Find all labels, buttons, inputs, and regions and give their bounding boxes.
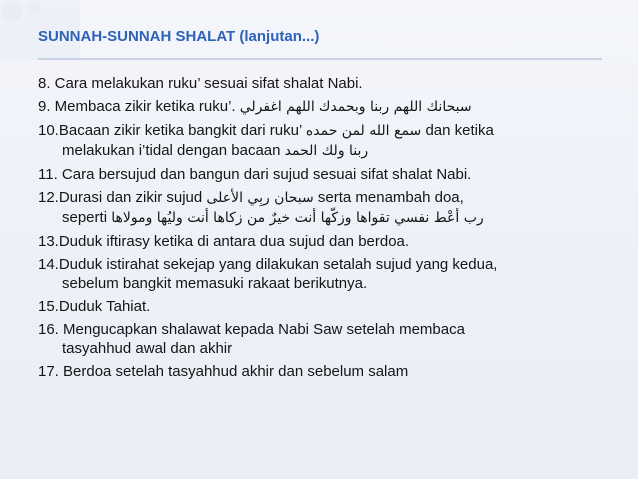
- content-list: [38, 72, 613, 432]
- item-12-line-2: [38, 208, 613, 228]
- item-12-line-1: [38, 188, 613, 208]
- item-15-text: 15.Duduk Tahiat.: [38, 298, 151, 315]
- item-16-line-1: 16. Mengucapkan shalawat kepada Nabi Saw setelah membaca: [38, 321, 465, 338]
- item-10-suffix: dan ketika: [425, 122, 494, 139]
- item-10-arabic-2: ربنا ولك الحمد: [284, 143, 369, 159]
- list-item-8: [38, 72, 613, 95]
- item-16-line-2: tasyahhud awal dan akhir: [62, 340, 233, 357]
- item-12-arabic-2: رب أعْط نفسي تقواها وزكّها أنت خيرٌ من زكاها أنت وليُها ومولاها: [111, 210, 484, 226]
- item-9-text: 9. Membaca zikir ketika ruku’.: [38, 98, 236, 115]
- list-item-16: [38, 318, 613, 360]
- list-item-12: [38, 186, 613, 230]
- item-9-arabic-1: اللهم اغفرلي: [239, 99, 315, 115]
- item-10-line-2: [38, 141, 613, 161]
- item-14-line-1: 14.Duduk istirahat sekejap yang dilakukan setalah sujud yang kedua,: [38, 256, 498, 273]
- list-item-15: [38, 295, 613, 318]
- item-11-text: 11. Cara bersujud dan bangun dari sujud sesuai sifat shalat Nabi.: [38, 166, 472, 183]
- list-item-17: [38, 360, 613, 383]
- item-9-arabic-2: سبحانك اللهم ربنا وبحمدك: [318, 99, 472, 115]
- item-12-text: 12.Durasi dan zikir sujud: [38, 189, 203, 206]
- list-item-11: [38, 163, 613, 186]
- item-9-line: [38, 97, 613, 117]
- item-12-arabic-1: سبحان ربِي الأعلى: [206, 190, 314, 206]
- item-10-arabic-1: سمع الله لمن حمده: [305, 123, 422, 139]
- item-14-line-2: sebelum bangkit memasuki rakaat berikutnya.: [62, 275, 368, 292]
- item-10-line-2-text: melakukan i’tidal dengan bacaan: [62, 142, 281, 159]
- item-13-text: 13.Duduk iftirasy ketika di antara dua sujud dan berdoa.: [38, 233, 410, 250]
- item-8-text: 8. Cara melakukan ruku’ sesuai sifat shalat Nabi.: [38, 75, 363, 92]
- item-10-text: 10.Bacaan zikir ketika bangkit dari ruku’: [38, 122, 302, 139]
- slide-title: SUNNAH-SUNNAH SHALAT (lanjutan...): [38, 28, 320, 45]
- list-item-14: [38, 253, 613, 295]
- list-item-10: [38, 119, 613, 163]
- item-12-line-2-text: seperti: [62, 209, 108, 226]
- title-divider: [38, 58, 602, 60]
- list-item-13: [38, 230, 613, 253]
- item-10-line-1: [38, 121, 613, 141]
- item-17-text: 17. Berdoa setelah tasyahhud akhir dan sebelum salam: [38, 363, 409, 380]
- item-12-suffix: serta menambah doa,: [317, 189, 464, 206]
- list-item-9: [38, 95, 613, 119]
